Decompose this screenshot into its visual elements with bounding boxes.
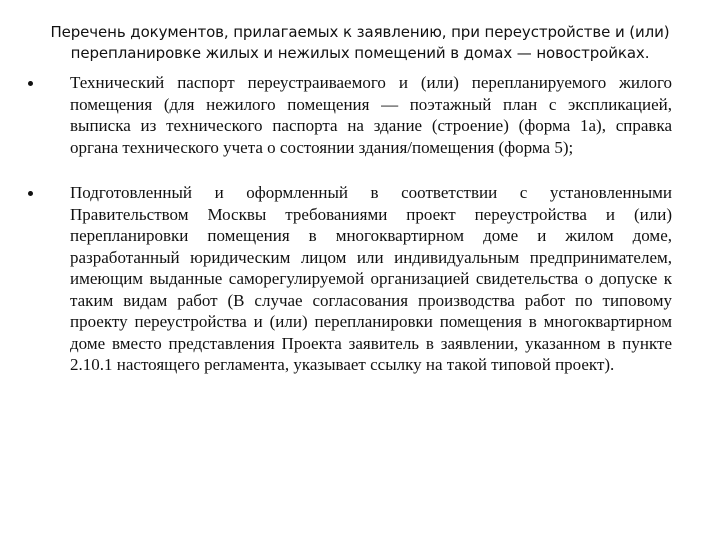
list-item-text: Технический паспорт переустраиваемого и (или) перепланируемого жилого помещения (для нежилого помещения — поэтажный план с экспликацией, выписка из технического паспорта на здание (строение) (форма 1а), справка органа технического учета о состоянии здания/помещения (форма 5); (70, 73, 672, 157)
bullet-icon (28, 191, 33, 196)
list-item (0, 72, 720, 158)
list-item-text: Подготовленный и оформленный в соответствии с установленными Правительством Москвы требованиями проект переустройства и (или) перепланировки помещения в многоквартирном доме и жилом доме, разработанный юридическим лицом или индивидуальным предпринимателем, имеющим выданные саморегулируемой организацией свидетельства о допуске к таким видам работ (В случае согласования производства работ по типовому проекту переустройства и (или) перепланировки помещения в многоквартирном доме вместо представления Проекта заявитель в заявлении, указанном в пункте 2.10.1 настоящего регламента, указывает ссылку на такой типовой проект). (70, 183, 672, 374)
list-item (0, 182, 720, 376)
slide-title: Перечень документов, прилагаемых к заявлению, при переустройстве и (или) перепланировке жилых и нежилых помещений в домах — новостройках. (50, 23, 670, 62)
document-list (0, 72, 720, 400)
bullet-icon (28, 81, 33, 86)
